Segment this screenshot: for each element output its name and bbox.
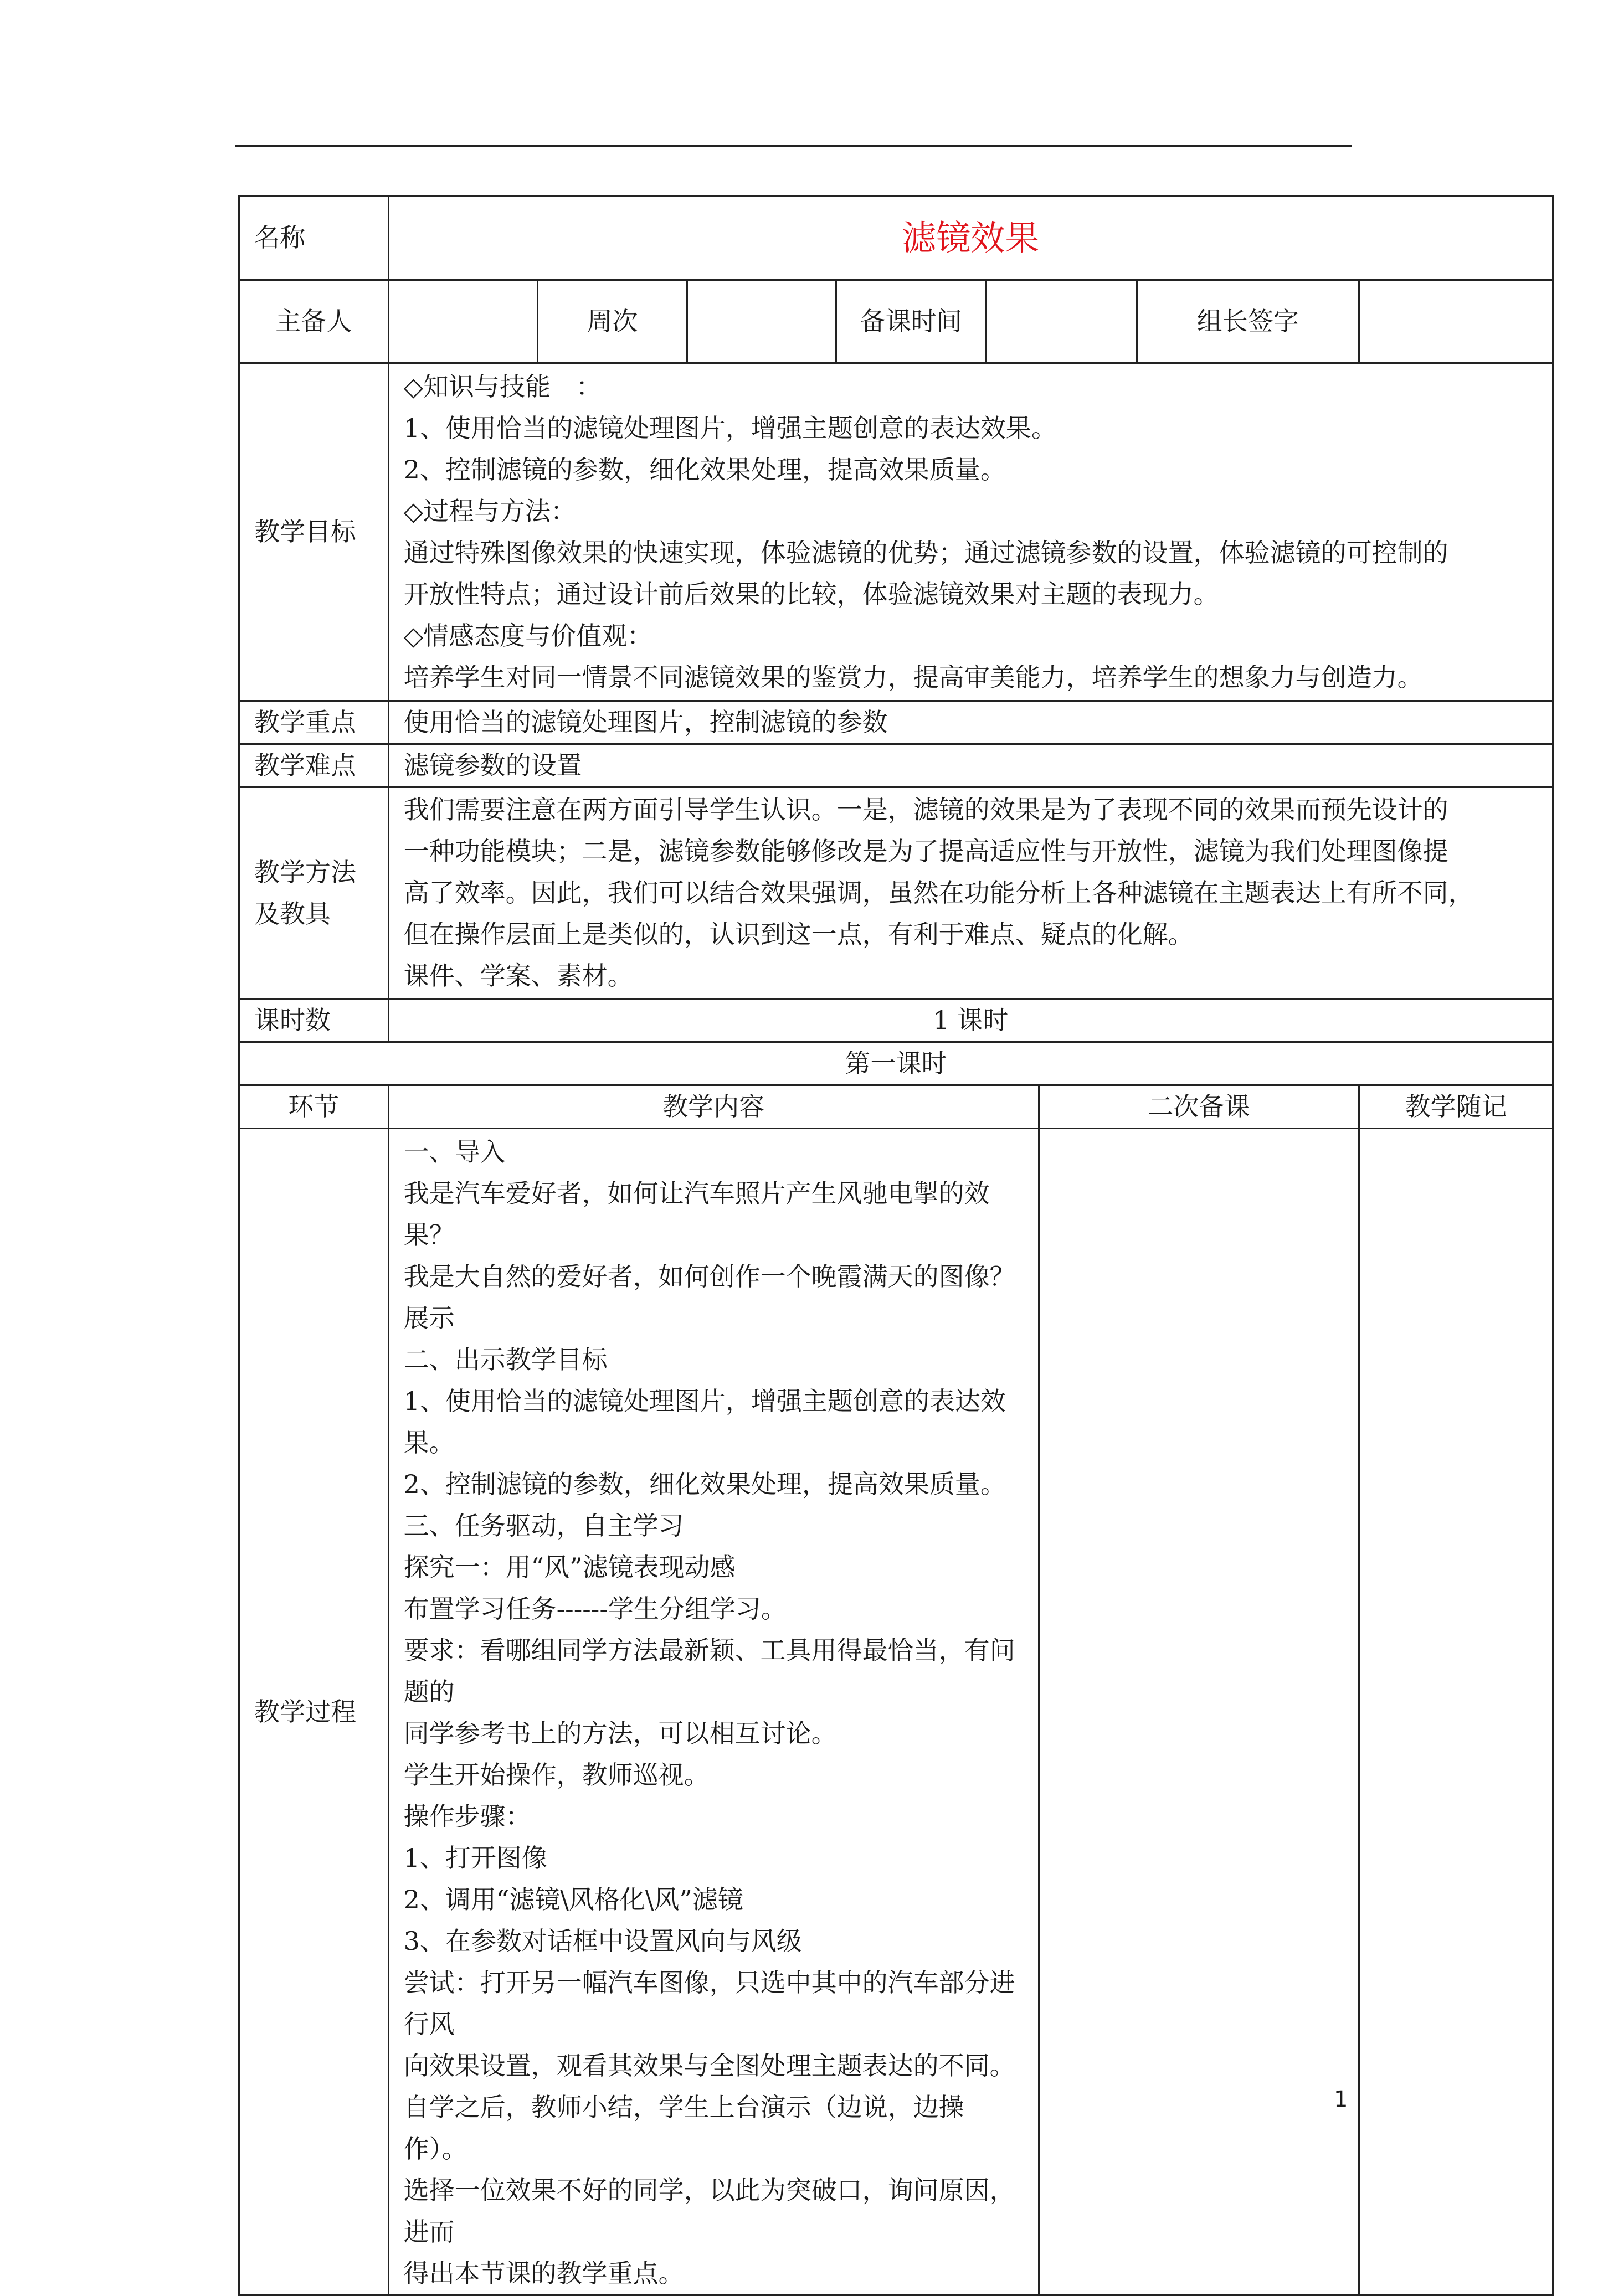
content-header: 教学内容 <box>388 1085 1039 1129</box>
process-line: 操作步骤： <box>403 1801 531 1831</box>
methods-row <box>239 787 1553 999</box>
process-line: 1、使用恰当的滤镜处理图片，增强主题创意的表达效果。 <box>403 1386 1006 1458</box>
objectives-line: 开放性特点；通过设计前后效果的比较，体验滤镜效果对主题的表现力。 <box>403 579 1219 609</box>
process-line: 要求：看哪组同学方法最新颖、工具用得最恰当，有问题的 <box>403 1635 1015 1707</box>
methods-label <box>239 787 389 999</box>
methods-content <box>388 787 1553 999</box>
process-row <box>239 1129 1553 2295</box>
process-line: 探究一：用“风”滤镜表现动感 <box>403 1552 736 1582</box>
process-line: 学生开始操作，教师巡视。 <box>403 1760 710 1790</box>
methods-label-line: 及教具 <box>254 898 331 929</box>
process-label: 教学过程 <box>239 1129 389 2295</box>
difficulties-label: 教学难点 <box>239 744 389 787</box>
process-header-row <box>239 1085 1553 1129</box>
objectives-row <box>239 363 1553 701</box>
leader-sign-value <box>1359 280 1553 363</box>
process-line: 得出本节课的教学重点。 <box>403 2258 684 2288</box>
process-line: 向效果设置，观看其效果与全图处理主题表达的不同。 <box>403 2051 1015 2081</box>
key-points-value: 使用恰当的滤镜处理图片，控制滤镜的参数 <box>388 701 1553 744</box>
objectives-content <box>388 363 1553 701</box>
process-line: 三、任务驱动，自主学习 <box>403 1511 684 1541</box>
session-title-row <box>239 1042 1553 1085</box>
week-label: 周次 <box>538 280 687 363</box>
week-value <box>687 280 836 363</box>
objectives-line: 1、使用恰当的滤镜处理图片，增强主题创意的表达效果。 <box>403 413 1057 443</box>
objectives-line: ◇情感态度与价值观： <box>403 620 652 651</box>
process-line: 二、出示教学目标 <box>403 1345 608 1374</box>
meta-row <box>239 280 1553 363</box>
process-line: 2、调用“滤镜\风格化\风”滤镜 <box>403 1885 743 1914</box>
stage-header: 环节 <box>239 1085 389 1129</box>
difficulties-row <box>239 744 1553 787</box>
preparer-value <box>388 280 538 363</box>
document-title: 滤镜效果 <box>388 196 1553 280</box>
process-line: 同学参考书上的方法，可以相互讨论。 <box>403 1718 837 1748</box>
leader-sign-label: 组长签字 <box>1137 280 1359 363</box>
process-line: 一、导入 <box>403 1137 506 1167</box>
methods-line: 课件、学案、素材。 <box>403 961 633 991</box>
name-row <box>239 196 1553 280</box>
process-line: 1、打开图像 <box>403 1843 547 1873</box>
objectives-line: ◇知识与技能 ： <box>403 371 602 401</box>
methods-line: 我们需要注意在两方面引导学生认识。一是，滤镜的效果是为了表现不同的效果而预先设计的 <box>403 795 1448 825</box>
methods-line: 一种功能模块；二是，滤镜参数能够修改是为了提高适应性与开放性，滤镜为我们处理图像提 <box>403 836 1448 866</box>
methods-label-line: 教学方法 <box>254 857 356 887</box>
key-points-label: 教学重点 <box>239 701 389 744</box>
session-title: 第一课时 <box>239 1042 1553 1085</box>
second-prep-header: 二次备课 <box>1039 1085 1359 1129</box>
page-number: 1 <box>1334 2087 1348 2112</box>
lesson-plan-table <box>238 195 1554 2296</box>
process-line: 选择一位效果不好的同学，以此为突破口，询问原因，进而 <box>403 2175 1015 2247</box>
process-line: 尝试：打开另一幅汽车图像，只选中其中的汽车部分进行风 <box>403 1968 1015 2039</box>
objectives-line: 通过特殊图像效果的快速实现，体验滤镜的优势；通过滤镜参数的设置，体验滤镜的可控制的 <box>403 537 1448 568</box>
process-content <box>388 1129 1039 2295</box>
process-line: 展示 <box>403 1303 455 1333</box>
periods-value: 1 课时 <box>388 999 1553 1042</box>
preparer-label: 主备人 <box>239 280 389 363</box>
objectives-line: 培养学生对同一情景不同滤镜效果的鉴赏力，提高审美能力，培养学生的想象力与创造力。 <box>403 662 1423 692</box>
objectives-label: 教学目标 <box>239 363 389 701</box>
prep-time-value <box>986 280 1137 363</box>
objectives-line: 2、控制滤镜的参数，细化效果处理，提高效果质量。 <box>403 454 1006 485</box>
prep-time-label: 备课时间 <box>836 280 986 363</box>
methods-line: 但在操作层面上是类似的，认识到这一点，有利于难点、疑点的化解。 <box>403 919 1194 949</box>
process-line: 自学之后，教师小结，学生上台演示（边说，边操作）。 <box>403 2092 964 2164</box>
header-rule <box>235 145 1352 147</box>
process-line: 我是汽车爱好者，如何让汽车照片产生风驰电掣的效果？ <box>403 1178 990 1250</box>
objectives-line: ◇过程与方法： <box>403 496 576 526</box>
process-line: 3、在参数对话框中设置风向与风级 <box>403 1926 802 1956</box>
periods-label: 课时数 <box>239 999 389 1042</box>
methods-line: 高了效率。因此，我们可以结合效果强调，虽然在功能分析上各种滤镜在主题表达上有所不同， <box>403 878 1474 908</box>
notes-header: 教学随记 <box>1359 1085 1553 1129</box>
key-points-row <box>239 701 1553 744</box>
name-label: 名称 <box>239 196 389 280</box>
difficulties-value: 滤镜参数的设置 <box>388 744 1553 787</box>
process-line: 布置学习任务------学生分组学习。 <box>403 1594 787 1624</box>
periods-row <box>239 999 1553 1042</box>
second-prep-cell <box>1039 1129 1359 2295</box>
process-line: 2、控制滤镜的参数，细化效果处理，提高效果质量。 <box>403 1469 1006 1499</box>
process-line: 我是大自然的爱好者，如何创作一个晚霞满天的图像？ <box>403 1262 1015 1291</box>
notes-cell <box>1359 1129 1553 2295</box>
